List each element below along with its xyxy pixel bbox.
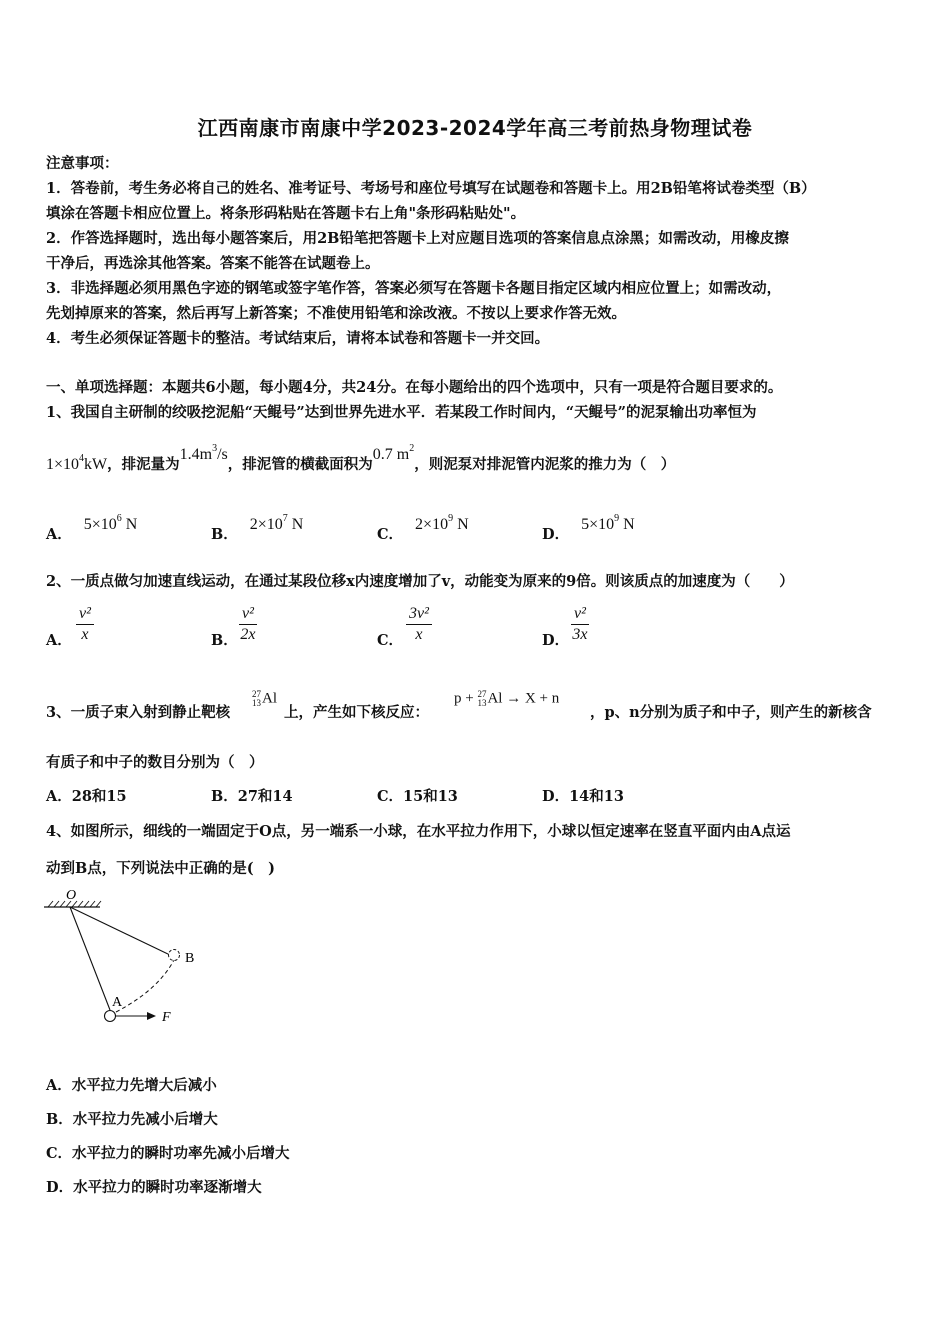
notice-heading: 注意事项： <box>46 155 119 172</box>
q1-flow: $1.4m^3/s$ <box>179 443 228 463</box>
q2-option-d[interactable]: D． <box>542 632 570 649</box>
string-to-b <box>70 907 170 955</box>
q3-option-c[interactable]: C．15和13 <box>377 788 458 805</box>
q3-reaction: p + 27 13 Al → X + n <box>454 689 560 708</box>
label-b: B <box>185 951 195 966</box>
q3-stem-line2: 有质子和中子的数目分别为（ ） <box>46 754 264 771</box>
q4-stem: 4、如图所示，细线的一端固定于O点，另一端系一小球，在水平拉力作用下，小球以恒定速率在竖直平面内由A点运 <box>46 823 791 840</box>
q1-option-d[interactable]: D．$5\times 10^9$ N <box>542 513 635 543</box>
q3-stem-b: 上，产生如下核反应： <box>284 704 429 721</box>
notice-line: 1．答卷前，考生务必将自己的姓名、准考证号、考场号和座位号填写在试题卷和答题卡上。用2B铅笔将试卷类型（B） <box>46 180 816 197</box>
notice-line: 先划掉原来的答案，然后再写上新答案；不准使用铅笔和涂改液。不按以上要求作答无效。 <box>46 305 626 322</box>
label-a: A <box>112 995 123 1010</box>
q1-option-a[interactable]: A．$5\times 10^6$ N <box>46 513 138 543</box>
notice-line: 3．非选择题必须用黑色字迹的钢笔或签字笔作答，答案必须写在答题卡各题目指定区域内相应位置上；如需改动， <box>46 280 782 297</box>
q2-option-a-fraction: $\frac{\text{v²}}{x}$ <box>76 604 94 645</box>
q3-stem-a: 3、一质子束入射到静止靶核 <box>46 704 231 721</box>
q3-stem-c: ，p、n分别为质子和中子，则产生的新核含 <box>590 704 872 721</box>
q2-option-c-fraction: $\frac{\text{3v²}}{x}$ <box>406 604 432 645</box>
q1-area: 0.7 $m^2$ <box>372 443 415 463</box>
q2-stem: 2、一质点做匀加速直线运动，在通过某段位移x内速度增加了v，动能变为原来的9倍。则该质点的加速度为（ ） <box>46 573 794 590</box>
q1-stem: 1、我国自主研制的绞吸挖泥船“天鲲号”达到世界先进水平．若某段工作时间内，“天鲲号”的泥泵输出功率恒为 <box>46 404 757 421</box>
path-arc <box>116 960 174 1012</box>
ball-at-b <box>169 950 180 961</box>
notice-line: 2．作答选择题时，选出每小题答案后，用2B铅笔把答题卡上对应题目选项的答案信息点涂黑；如需改动，用橡皮擦 <box>46 230 789 247</box>
q2-option-b-fraction: $\frac{\text{v²}}{2x}$ <box>240 605 256 643</box>
pendulum-diagram <box>40 882 220 1032</box>
q1-power: $1\times 10^4kW$ <box>46 453 108 473</box>
q2-option-a[interactable]: A． <box>46 632 72 649</box>
q3-option-d[interactable]: D．14和13 <box>542 788 624 805</box>
q2-option-c[interactable]: C． <box>377 632 404 649</box>
q3-option-a[interactable]: A．28和15 <box>46 788 127 805</box>
label-o: O <box>66 888 77 903</box>
q3-nucleus-al: 27 13 Al <box>252 689 277 708</box>
notice-line: 干净后，再选涂其他答案。答案不能答在试题卷上。 <box>46 255 380 272</box>
section-heading: 一、单项选择题：本题共6小题，每小题4分，共24分。在每小题给出的四个选项中，只有一项是符合题目要求的。 <box>46 379 783 396</box>
q4-option-c[interactable]: C．水平拉力的瞬时功率先减小后增大 <box>46 1145 290 1162</box>
q2-option-b[interactable]: B． <box>211 632 238 649</box>
q4-option-b[interactable]: B．水平拉力先减小后增大 <box>46 1111 218 1128</box>
q2-option-d-fraction: $\frac{\text{v²}}{3x}$ <box>572 605 588 643</box>
ball-at-a <box>105 1011 116 1022</box>
q4-stem-line2: 动到B点，下列说法中正确的是( ) <box>46 860 275 877</box>
page-title: 江西南康市南康中学2023-2024学年高三考前热身物理试卷 <box>197 116 753 140</box>
label-f: F <box>162 1010 171 1025</box>
string-to-a <box>70 907 110 1010</box>
q3-option-b[interactable]: B．27和14 <box>211 788 293 805</box>
notice-line: 4．考生必须保证答题卡的整洁。考试结束后，请将本试卷和答题卡一并交回。 <box>46 330 550 347</box>
arrow-head-icon <box>147 1012 156 1020</box>
q1-option-b[interactable]: B．$2\times 10^7$ N <box>211 513 304 543</box>
notice-line: 填涂在答题卡相应位置上。将条形码粘贴在答题卡右上角"条形码粘贴处"。 <box>46 205 526 222</box>
q4-option-d[interactable]: D．水平拉力的瞬时功率逐渐增大 <box>46 1179 262 1196</box>
q1-option-c[interactable]: C．$2\times 10^9$ N <box>377 513 469 543</box>
q1-stem-line2: $1\times 10^4kW$，排泥量为$1.4m^3/s$，排泥管的横截面积为0.7 $m^2$，则泥泵对排泥管内泥浆的推力为（ ） <box>46 443 676 473</box>
q4-option-a[interactable]: A．水平拉力先增大后减小 <box>46 1077 217 1094</box>
